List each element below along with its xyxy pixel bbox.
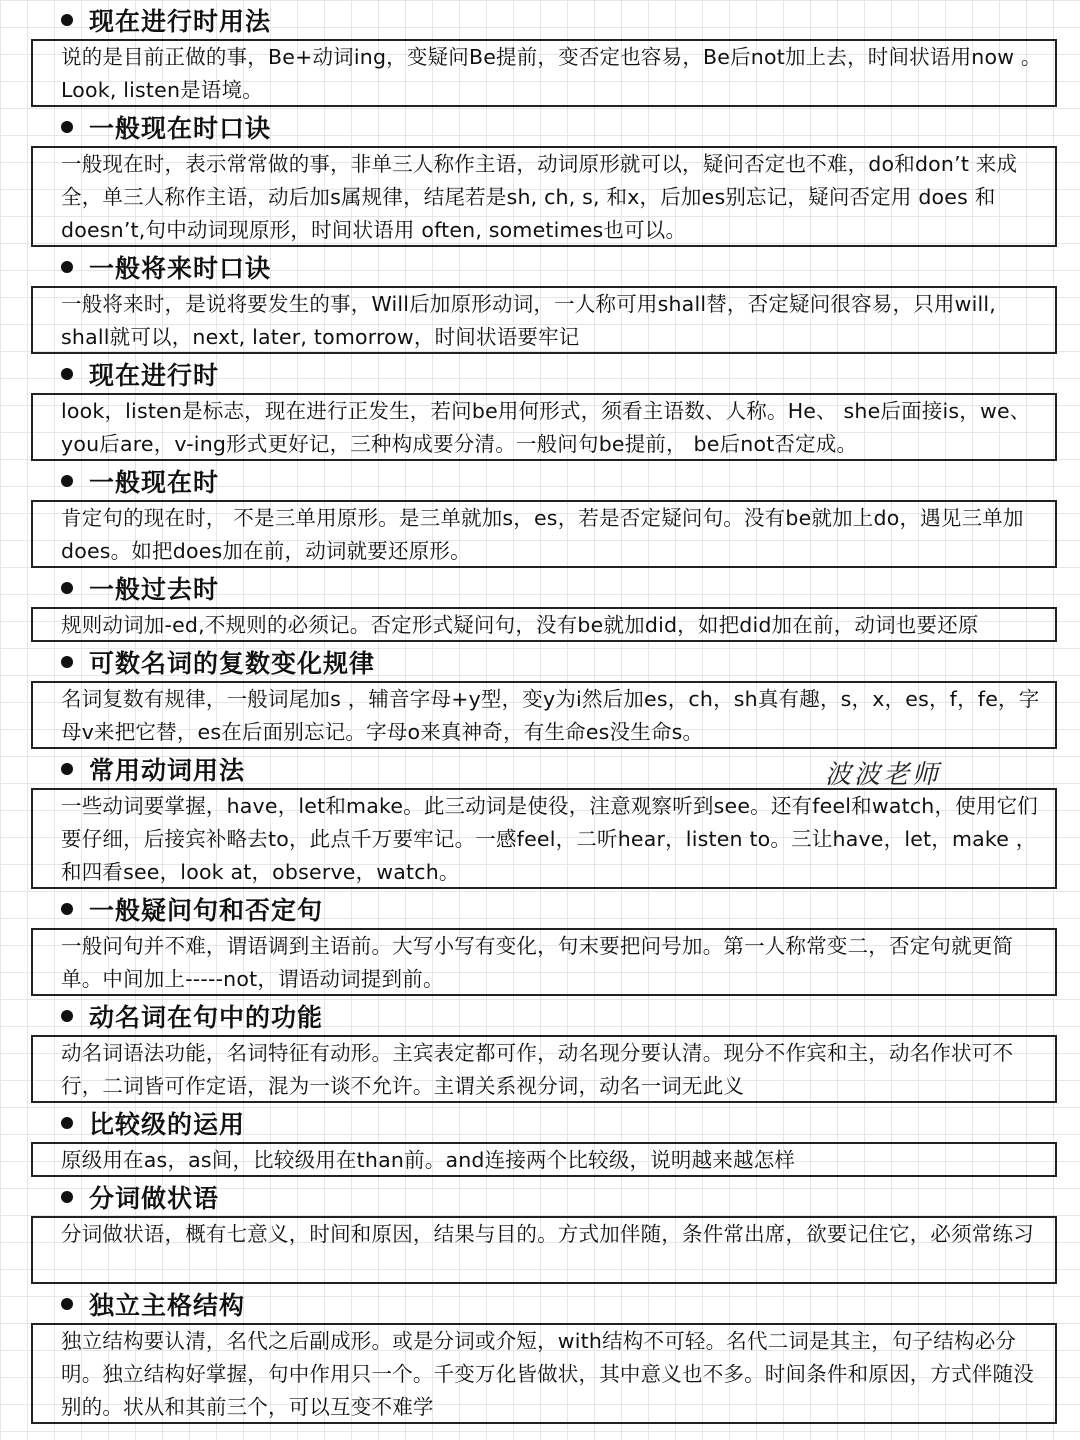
section-text-box: 名词复数有规律，一般词尾加s ，辅音字母+y型，变y为i然后加es，ch，sh真有趣，s，x，es，f，fe，字母v来把它替，es在后面别忘记。字母o来真神奇，有生命es没生命s。 <box>31 681 1057 749</box>
section-heading <box>31 642 1057 681</box>
section-title: 分词做状语 <box>89 1183 220 1213</box>
section-absolute-construction <box>31 1284 1057 1424</box>
section-title: 独立主格结构 <box>89 1290 246 1320</box>
bullet-icon <box>61 903 73 915</box>
section-title: 一般过去时 <box>89 574 220 604</box>
section-present-continuous <box>31 354 1057 461</box>
bullet-icon <box>61 121 73 133</box>
section-title: 常用动词用法 <box>89 755 246 785</box>
section-simple-past <box>31 568 1057 642</box>
bullet-icon <box>61 14 73 26</box>
bullet-icon <box>61 1117 73 1129</box>
section-text-box: 一般将来时，是说将要发生的事，Will后加原形动词，一人称可用shall替，否定疑问很容易，只用will, shall就可以，next, later, tomorrow，时间状语要牢记 <box>31 286 1057 354</box>
bullet-icon <box>61 763 73 775</box>
section-simple-present <box>31 461 1057 568</box>
section-present-continuous-usage <box>31 0 1057 107</box>
section-heading <box>31 996 1057 1035</box>
section-title: 比较级的运用 <box>89 1109 246 1139</box>
section-text-box: 说的是目前正做的事，Be+动词ing，变疑问Be提前，变否定也容易，Be后not加上去，时间状语用now 。Look, listen是语境。 <box>31 39 1057 107</box>
section-text-box: 肯定句的现在时， 不是三单用原形。是三单就加s，es，若是否定疑问句。没有be就加上do，遇见三单加does。如把does加在前，动词就要还原形。 <box>31 500 1057 568</box>
section-text-box: 一般现在时，表示常常做的事，非单三人称作主语，动词原形就可以，疑问否定也不难，do和don’t 来成全，单三人称作主语，动后加s属规律，结尾若是sh, ch, s, 和x，后加es别忘记，疑问否定用 does 和 doesn’t,句中动词现原形，时间状语用 often, sometimes也可以。 <box>31 146 1057 247</box>
section-heading <box>31 107 1057 146</box>
section-heading <box>31 354 1057 393</box>
author-signature: 波波老师 <box>825 760 942 790</box>
section-title: 现在进行时 <box>89 360 220 390</box>
section-text-box: 一般问句并不难，谓语调到主语前。大写小写有变化，句末要把问号加。第一人称常变二，否定句就更简单。中间加上-----not，谓语动词提到前。 <box>31 928 1057 996</box>
bullet-icon <box>61 1010 73 1022</box>
section-title: 动名词在句中的功能 <box>89 1002 324 1032</box>
section-gerund-functions <box>31 996 1057 1103</box>
bullet-icon <box>61 368 73 380</box>
section-heading <box>31 461 1057 500</box>
section-title: 一般现在时口诀 <box>89 113 272 143</box>
section-title: 一般现在时 <box>89 467 220 497</box>
bullet-icon <box>61 1191 73 1203</box>
bullet-icon <box>61 582 73 594</box>
section-title: 一般将来时口诀 <box>89 253 272 283</box>
section-heading <box>31 1177 1057 1216</box>
section-text-box: 原级用在as，as间，比较级用在than前。and连接两个比较级，说明越来越怎样 <box>31 1142 1057 1177</box>
section-heading <box>31 1103 1057 1142</box>
section-simple-present-rhyme <box>31 107 1057 247</box>
bullet-icon <box>61 261 73 273</box>
section-text-box: look，listen是标志，现在进行正发生，若问be用何形式，须看主语数、人称。He、 she后面接is，we、you后are，v-ing形式更好记，三种构成要分清。一般问句be提前， be后not否定成。 <box>31 393 1057 461</box>
section-heading <box>31 247 1057 286</box>
bullet-icon <box>61 656 73 668</box>
section-title: 可数名词的复数变化规律 <box>89 648 376 678</box>
section-text-box: 规则动词加-ed,不规则的必须记。否定形式疑问句，没有be就加did，如把did加在前，动词也要还原 <box>31 607 1057 642</box>
section-comparatives <box>31 1103 1057 1177</box>
section-text-box: 一些动词要掌握，have，let和make。此三动词是使役，注意观察听到see。还有feel和watch，使用它们要仔细，后接宾补略去to，此点千万要牢记。一感feel，二听hear，listen to。三让have，let，make ，和四看see，look at，observe，watch。 <box>31 788 1057 889</box>
bullet-icon <box>61 1298 73 1310</box>
bullet-icon <box>61 475 73 487</box>
section-title: 现在进行时用法 <box>89 6 272 36</box>
section-title: 一般疑问句和否定句 <box>89 895 324 925</box>
section-text-box: 动名词语法功能，名词特征有动形。主宾表定都可作，动名现分要认清。现分不作宾和主，动名作状可不行，二词皆可作定语，混为一谈不允许。主谓关系视分词，动名一词无此义 <box>31 1035 1057 1103</box>
section-plural-nouns <box>31 642 1057 749</box>
section-heading <box>31 889 1057 928</box>
section-text-box: 分词做状语，概有七意义，时间和原因，结果与目的。方式加伴随，条件常出席，欲要记住它，必须常练习 <box>31 1216 1057 1284</box>
section-participle-adverbial <box>31 1177 1057 1284</box>
section-questions-negatives <box>31 889 1057 996</box>
section-text-box: 独立结构要认清，名代之后副成形。或是分词或介短，with结构不可轻。名代二词是其主，句子结构必分明。独立结构好掌握，句中作用只一个。千变万化皆做状，其中意义也不多。时间条件和原因，方式伴随没别的。状从和其前三个，可以互变不难学 <box>31 1323 1057 1424</box>
section-heading <box>31 568 1057 607</box>
section-heading <box>31 1284 1057 1323</box>
section-heading <box>31 0 1057 39</box>
section-simple-future-rhyme <box>31 247 1057 354</box>
grammar-notes-page <box>31 0 1057 1424</box>
